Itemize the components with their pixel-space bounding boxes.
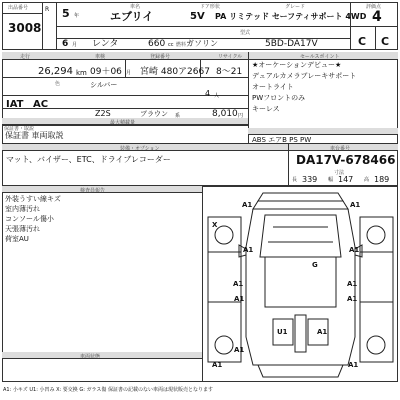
- sales-point: オートライト: [252, 83, 294, 91]
- exterior-score: C: [381, 35, 390, 48]
- width-label: 幅: [328, 177, 334, 183]
- load: 8,010: [212, 109, 238, 119]
- dimensions-caption: 寸法: [334, 170, 345, 176]
- fuel: ガソリン: [186, 39, 218, 48]
- width: 147: [338, 175, 354, 184]
- year-era: R: [45, 6, 50, 13]
- sales-point: PWフロントのみ: [252, 94, 306, 102]
- car-name: エブリイ: [110, 10, 154, 23]
- load-caption: 最大積載量: [110, 120, 136, 126]
- damage-a1-right-rear-door: A1: [347, 280, 358, 288]
- overall-score: 4: [372, 9, 382, 25]
- inspector-caption: 検査員報告: [80, 188, 106, 194]
- damage-u1-interior: U1: [277, 328, 288, 336]
- doors-caption: ドア形状: [200, 4, 220, 10]
- color: シルバー: [90, 81, 118, 89]
- damage-a1-rear-center: A1: [317, 328, 328, 336]
- year-suffix: 年: [74, 13, 80, 19]
- warranty-caption: 保証書・取説: [4, 126, 35, 132]
- shaken: 09＋06: [90, 67, 122, 77]
- damage-a1-front-bumper: A1: [242, 201, 253, 209]
- sales-point: ★オーケーションデビュー★: [252, 61, 342, 69]
- damage-x-left: X: [212, 221, 218, 229]
- model-caption: 型式: [240, 30, 251, 36]
- inspector-note: コンソール傷小: [5, 215, 54, 223]
- options-caption: 装備・オプション: [120, 146, 160, 152]
- fuel-caption: 燃料: [176, 42, 187, 48]
- chassis-number: DA17V-678466: [296, 153, 396, 167]
- grade: PA リミテッド セーフティサポート 4WD: [215, 12, 367, 21]
- aircon: AC: [33, 99, 49, 110]
- interior-score: C: [358, 35, 367, 48]
- doors: 5V: [190, 11, 205, 22]
- sales-points-caption: セールスポイント: [300, 54, 340, 60]
- options-text: マット、バイザー、ETC、ドライブレコーダー: [6, 155, 171, 164]
- color-code: Z2S: [95, 109, 111, 118]
- mileage-caption: 走行: [20, 54, 31, 60]
- seats: 4: [205, 89, 211, 98]
- mileage-unit: km: [76, 69, 87, 77]
- footer-caption: 車両状態: [80, 354, 101, 360]
- length: 339: [302, 175, 318, 184]
- color-caption: 色: [55, 81, 61, 87]
- maker-caption: 車名: [130, 4, 141, 10]
- plate-caption: 登録番号: [150, 54, 171, 60]
- transmission: IAT: [6, 99, 24, 110]
- height: 189: [374, 175, 390, 184]
- damage-a1-front-right: A1: [350, 201, 361, 209]
- inspector-note: 室内薄汚れ: [5, 205, 40, 213]
- recall-caption: リサイクル: [218, 54, 243, 60]
- height-label: 高: [364, 177, 370, 183]
- model-code: 5BD-DA17V: [265, 39, 318, 49]
- sales-point: キーレス: [252, 105, 280, 113]
- equipment: ABS エアB PS PW: [252, 136, 312, 144]
- length-label: 長: [292, 177, 298, 183]
- lot-number: 3008: [8, 21, 42, 35]
- month-suffix: 月: [72, 42, 78, 48]
- plate: 宮崎 480ア2667: [140, 67, 210, 77]
- seats-unit: 人: [214, 93, 220, 99]
- footer-text: A1: 小キズ U1: 小凹み X: 要交換 G: ガラス傷 保証書の記載のない車両は現状販売となります: [3, 387, 213, 393]
- year-number: 5: [62, 7, 70, 20]
- damage-a1-bottom-right: A1: [348, 361, 359, 369]
- chassis-caption: 車台番号: [330, 146, 351, 152]
- mileage: 26,294: [38, 66, 73, 77]
- damage-a1-left-front-door: A1: [243, 246, 254, 254]
- damage-a1-rear-right: A1: [347, 295, 358, 303]
- sales-point: デュアルカメラブレーキサポート: [252, 72, 357, 80]
- warranty: 保証書 車両取説: [5, 131, 64, 140]
- damage-a1-bottom-left: A1: [212, 361, 223, 369]
- lot-caption: 出品番号: [8, 5, 29, 11]
- shaken-caption: 車検: [95, 54, 106, 60]
- displacement-unit: cc: [168, 42, 174, 48]
- inspector-note: 天張薄汚れ: [5, 225, 40, 233]
- damage-g-windshield: G: [312, 261, 318, 269]
- displacement: 660: [148, 39, 166, 49]
- rental-tag: レンタ: [92, 39, 119, 49]
- month-number: 6: [62, 39, 69, 49]
- inspector-note: 荷室AU: [5, 235, 29, 243]
- damage-a1-rear-left: A1: [234, 295, 245, 303]
- interior-suffix: 系: [175, 113, 181, 119]
- score-caption: 評価点: [366, 4, 382, 10]
- inspector-note: 外装うすい線キズ: [5, 195, 61, 203]
- damage-a1-left-rear-door: A1: [233, 280, 244, 288]
- grade-caption: グレード: [285, 4, 306, 10]
- shaken-suffix: 月: [126, 70, 132, 76]
- recall-period: 8～21: [216, 67, 243, 77]
- damage-a1-right-front-door: A1: [349, 246, 360, 254]
- damage-a1-bottom-mid: A1: [234, 346, 245, 354]
- interior-color: ブラウン: [140, 110, 168, 118]
- load-unit: 円: [238, 113, 244, 119]
